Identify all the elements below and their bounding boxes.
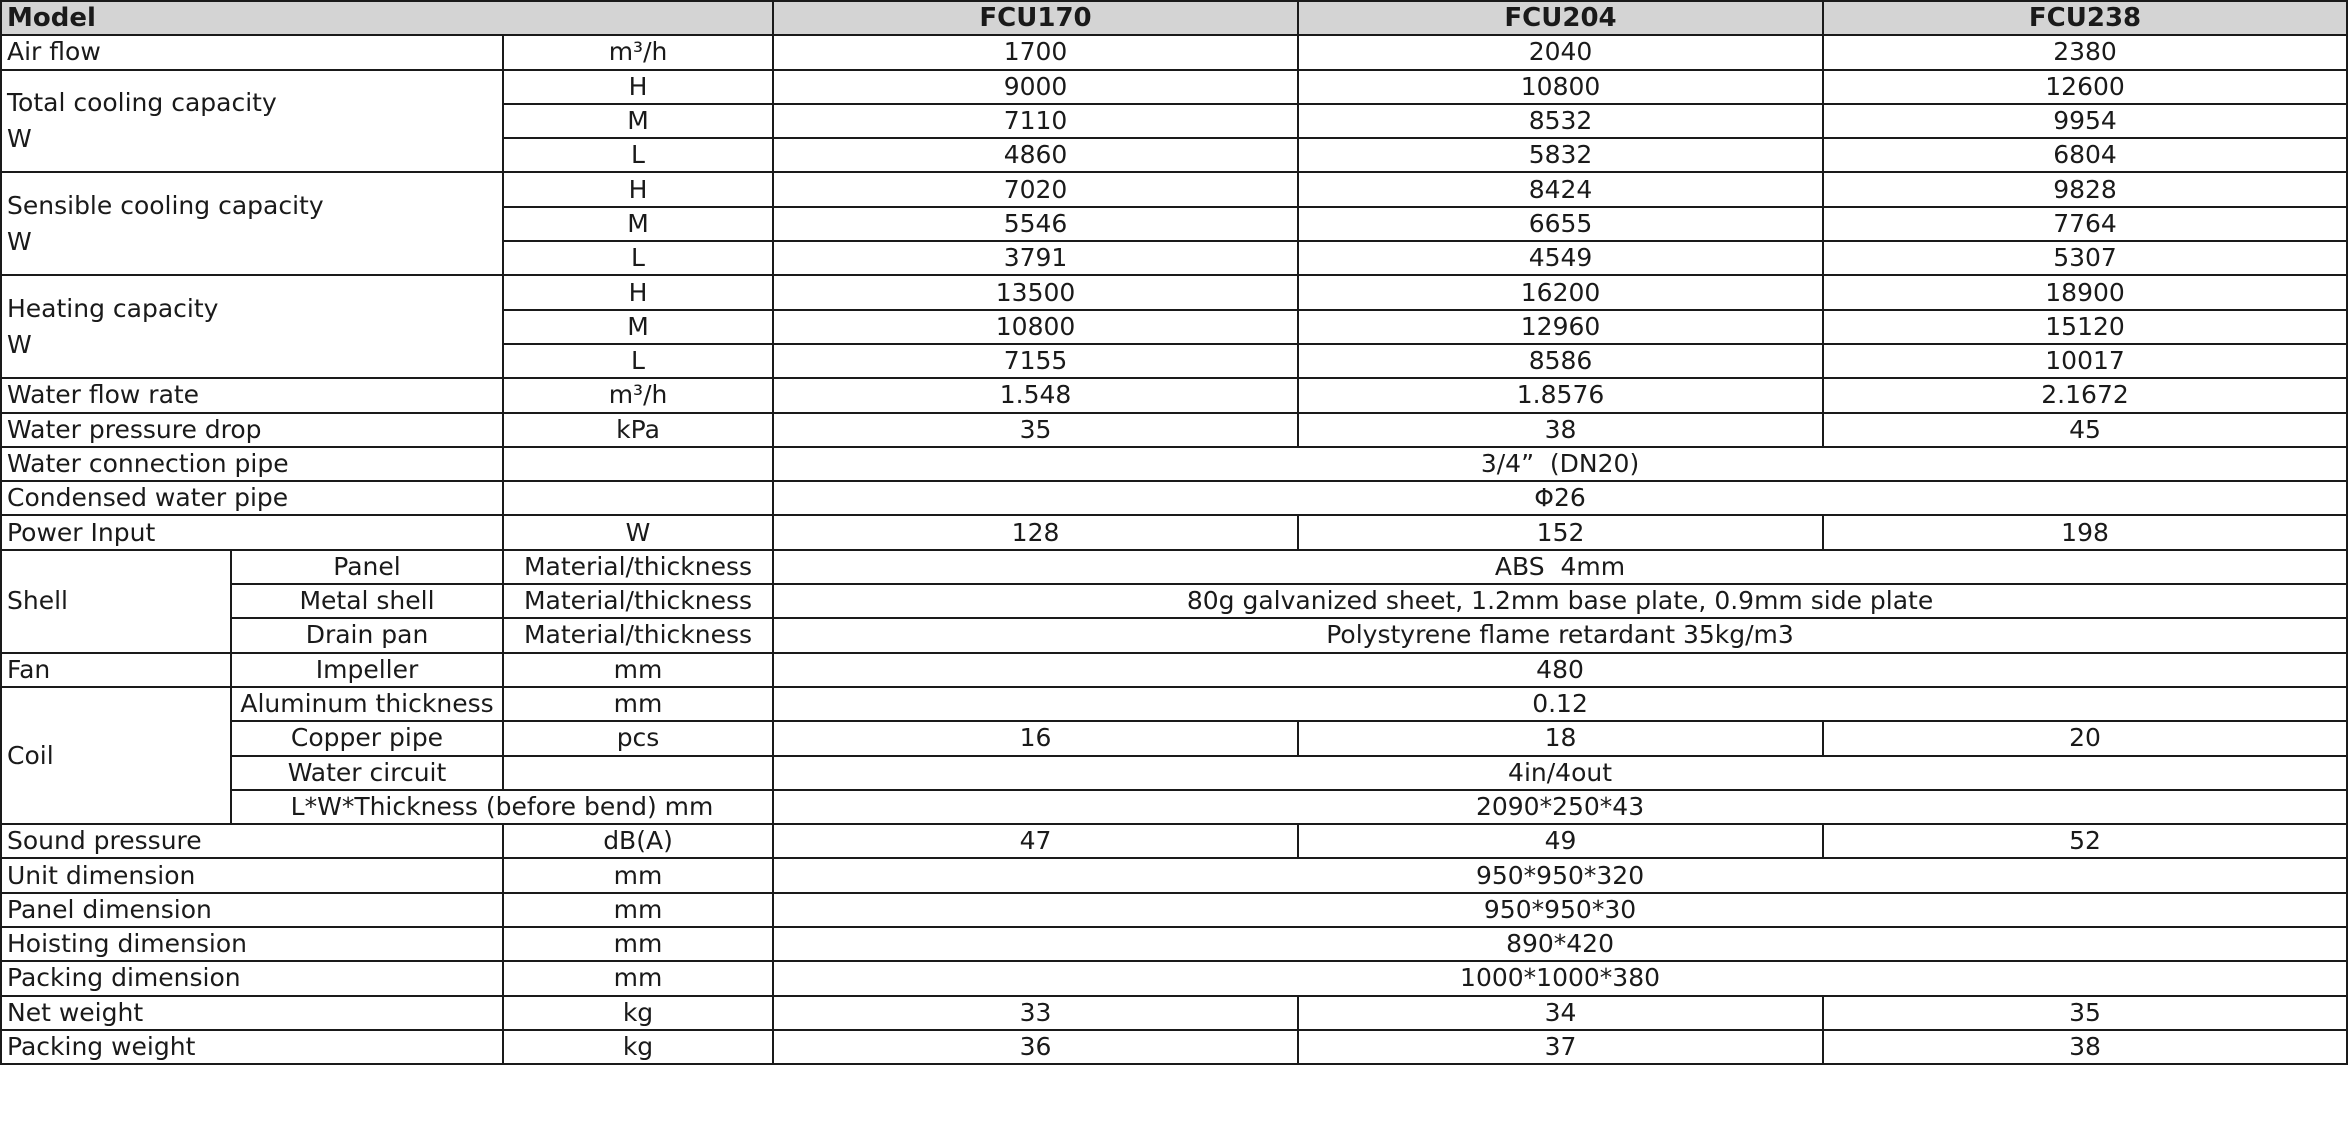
value-cell: 1.548 <box>773 378 1298 412</box>
row-label: Net weight <box>1 996 503 1030</box>
table-row <box>1 824 2347 858</box>
value-cell: 12960 <box>1298 310 1823 344</box>
unit-cell: pcs <box>503 721 773 755</box>
value-cell: 198 <box>1823 515 2347 549</box>
sub-label: Water circuit <box>231 756 503 790</box>
value-cell-merged: 80g galvanized sheet, 1.2mm base plate, 0.9mm side plate <box>773 584 2347 618</box>
row-label: Panel dimension <box>1 893 503 927</box>
value-cell: 36 <box>773 1030 1298 1064</box>
unit-cell: mm <box>503 687 773 721</box>
table-row <box>1 653 2347 687</box>
value-cell: 10800 <box>773 310 1298 344</box>
sub-label: L*W*Thickness (before bend) mm <box>231 790 773 824</box>
table-row <box>1 790 2347 824</box>
unit-cell: kg <box>503 996 773 1030</box>
value-cell: 8586 <box>1298 344 1823 378</box>
value-cell: 47 <box>773 824 1298 858</box>
value-cell: 16 <box>773 721 1298 755</box>
table-row <box>1 721 2347 755</box>
value-cell: 6655 <box>1298 207 1823 241</box>
unit-cell: mm <box>503 927 773 961</box>
value-cell: 8424 <box>1298 172 1823 206</box>
table-row <box>1 1030 2347 1064</box>
unit-cell <box>503 447 773 481</box>
total-cooling-label <box>1 70 503 173</box>
value-cell: 8532 <box>1298 104 1823 138</box>
label-unit: W <box>7 329 32 359</box>
table-row <box>1 893 2347 927</box>
speed-cell: L <box>503 138 773 172</box>
sub-label: Panel <box>231 550 503 584</box>
label-unit: W <box>7 226 32 256</box>
unit-cell: dB(A) <box>503 824 773 858</box>
table-row <box>1 172 2347 206</box>
value-cell: 3791 <box>773 241 1298 275</box>
row-label: Water connection pipe <box>1 447 503 481</box>
speed-cell: M <box>503 207 773 241</box>
unit-cell: kPa <box>503 413 773 447</box>
value-cell: 1700 <box>773 35 1298 69</box>
model-fcu204-header: FCU204 <box>1298 1 1823 35</box>
value-cell: 5307 <box>1823 241 2347 275</box>
sub-label: Metal shell <box>231 584 503 618</box>
value-cell-merged: 4in/4out <box>773 756 2347 790</box>
value-cell-merged: 1000*1000*380 <box>773 961 2347 995</box>
row-label: Air flow <box>1 35 503 69</box>
row-label: Packing weight <box>1 1030 503 1064</box>
value-cell: 45 <box>1823 413 2347 447</box>
table-row <box>1 618 2347 652</box>
unit-cell: mm <box>503 893 773 927</box>
sub-label: Impeller <box>231 653 503 687</box>
value-cell: 2.1672 <box>1823 378 2347 412</box>
unit-cell: mm <box>503 858 773 892</box>
value-cell: 13500 <box>773 275 1298 309</box>
value-cell: 7020 <box>773 172 1298 206</box>
unit-cell: kg <box>503 1030 773 1064</box>
value-cell: 2380 <box>1823 35 2347 69</box>
value-cell: 34 <box>1298 996 1823 1030</box>
value-cell: 18900 <box>1823 275 2347 309</box>
value-cell-merged: 950*950*30 <box>773 893 2347 927</box>
unit-cell: W <box>503 515 773 549</box>
value-cell: 9828 <box>1823 172 2347 206</box>
unit-cell: Material/thickness <box>503 550 773 584</box>
speed-cell: L <box>503 241 773 275</box>
table-row <box>1 275 2347 309</box>
table-row <box>1 756 2347 790</box>
value-cell-merged: 950*950*320 <box>773 858 2347 892</box>
value-cell: 152 <box>1298 515 1823 549</box>
table-row <box>1 858 2347 892</box>
speed-cell: M <box>503 104 773 138</box>
value-cell: 37 <box>1298 1030 1823 1064</box>
sub-label: Aluminum thickness <box>231 687 503 721</box>
value-cell: 33 <box>773 996 1298 1030</box>
value-cell-merged: 890*420 <box>773 927 2347 961</box>
table-row <box>1 550 2347 584</box>
model-fcu238-header: FCU238 <box>1823 1 2347 35</box>
value-cell: 5832 <box>1298 138 1823 172</box>
value-cell: 4549 <box>1298 241 1823 275</box>
value-cell-merged: Φ26 <box>773 481 2347 515</box>
coil-label: Coil <box>1 687 231 824</box>
value-cell: 38 <box>1823 1030 2347 1064</box>
value-cell: 10800 <box>1298 70 1823 104</box>
row-label: Water pressure drop <box>1 413 503 447</box>
value-cell: 10017 <box>1823 344 2347 378</box>
value-cell-merged: 480 <box>773 653 2347 687</box>
table-row <box>1 996 2347 1030</box>
unit-cell: m³/h <box>503 35 773 69</box>
table-row <box>1 687 2347 721</box>
value-cell: 49 <box>1298 824 1823 858</box>
label-line: Heating capacity <box>7 293 219 323</box>
row-label: Power Input <box>1 515 503 549</box>
value-cell: 7155 <box>773 344 1298 378</box>
value-cell-merged: ABS 4mm <box>773 550 2347 584</box>
speed-cell: M <box>503 310 773 344</box>
value-cell: 35 <box>1823 996 2347 1030</box>
header-row <box>1 1 2347 35</box>
unit-cell: mm <box>503 653 773 687</box>
table-row <box>1 961 2347 995</box>
table-row <box>1 447 2347 481</box>
value-cell-merged: Polystyrene flame retardant 35kg/m3 <box>773 618 2347 652</box>
label-line: Total cooling capacity <box>7 88 277 118</box>
table-row <box>1 481 2347 515</box>
label-line: Sensible cooling capacity <box>7 190 324 220</box>
model-header: Model <box>1 1 773 35</box>
value-cell: 1.8576 <box>1298 378 1823 412</box>
heating-capacity-label <box>1 275 503 378</box>
unit-cell <box>503 756 773 790</box>
value-cell: 35 <box>773 413 1298 447</box>
speed-cell: L <box>503 344 773 378</box>
row-label: Water flow rate <box>1 378 503 412</box>
value-cell: 38 <box>1298 413 1823 447</box>
value-cell: 128 <box>773 515 1298 549</box>
value-cell-merged: 3/4” (DN20) <box>773 447 2347 481</box>
unit-cell: m³/h <box>503 378 773 412</box>
value-cell: 2040 <box>1298 35 1823 69</box>
value-cell: 7110 <box>773 104 1298 138</box>
sensible-cooling-label <box>1 172 503 275</box>
row-label: Unit dimension <box>1 858 503 892</box>
table-row <box>1 378 2347 412</box>
value-cell: 52 <box>1823 824 2347 858</box>
unit-cell <box>503 481 773 515</box>
fan-label: Fan <box>1 653 231 687</box>
table-row <box>1 927 2347 961</box>
row-label: Packing dimension <box>1 961 503 995</box>
shell-label: Shell <box>1 550 231 653</box>
row-label: Sound pressure <box>1 824 503 858</box>
row-label: Condensed water pipe <box>1 481 503 515</box>
label-unit: W <box>7 124 32 154</box>
value-cell: 20 <box>1823 721 2347 755</box>
unit-cell: Material/thickness <box>503 584 773 618</box>
table-row <box>1 70 2347 104</box>
unit-cell: mm <box>503 961 773 995</box>
value-cell: 15120 <box>1823 310 2347 344</box>
speed-cell: H <box>503 70 773 104</box>
table-row <box>1 584 2347 618</box>
value-cell: 6804 <box>1823 138 2347 172</box>
value-cell: 5546 <box>773 207 1298 241</box>
value-cell: 12600 <box>1823 70 2347 104</box>
value-cell: 4860 <box>773 138 1298 172</box>
speed-cell: H <box>503 172 773 206</box>
value-cell-merged: 0.12 <box>773 687 2347 721</box>
value-cell: 7764 <box>1823 207 2347 241</box>
sub-label: Drain pan <box>231 618 503 652</box>
value-cell: 16200 <box>1298 275 1823 309</box>
table-row <box>1 35 2347 69</box>
table-row <box>1 515 2347 549</box>
value-cell: 18 <box>1298 721 1823 755</box>
row-label: Hoisting dimension <box>1 927 503 961</box>
value-cell: 9000 <box>773 70 1298 104</box>
sub-label: Copper pipe <box>231 721 503 755</box>
speed-cell: H <box>503 275 773 309</box>
value-cell: 9954 <box>1823 104 2347 138</box>
model-fcu170-header: FCU170 <box>773 1 1298 35</box>
table-row <box>1 413 2347 447</box>
unit-cell: Material/thickness <box>503 618 773 652</box>
value-cell-merged: 2090*250*43 <box>773 790 2347 824</box>
